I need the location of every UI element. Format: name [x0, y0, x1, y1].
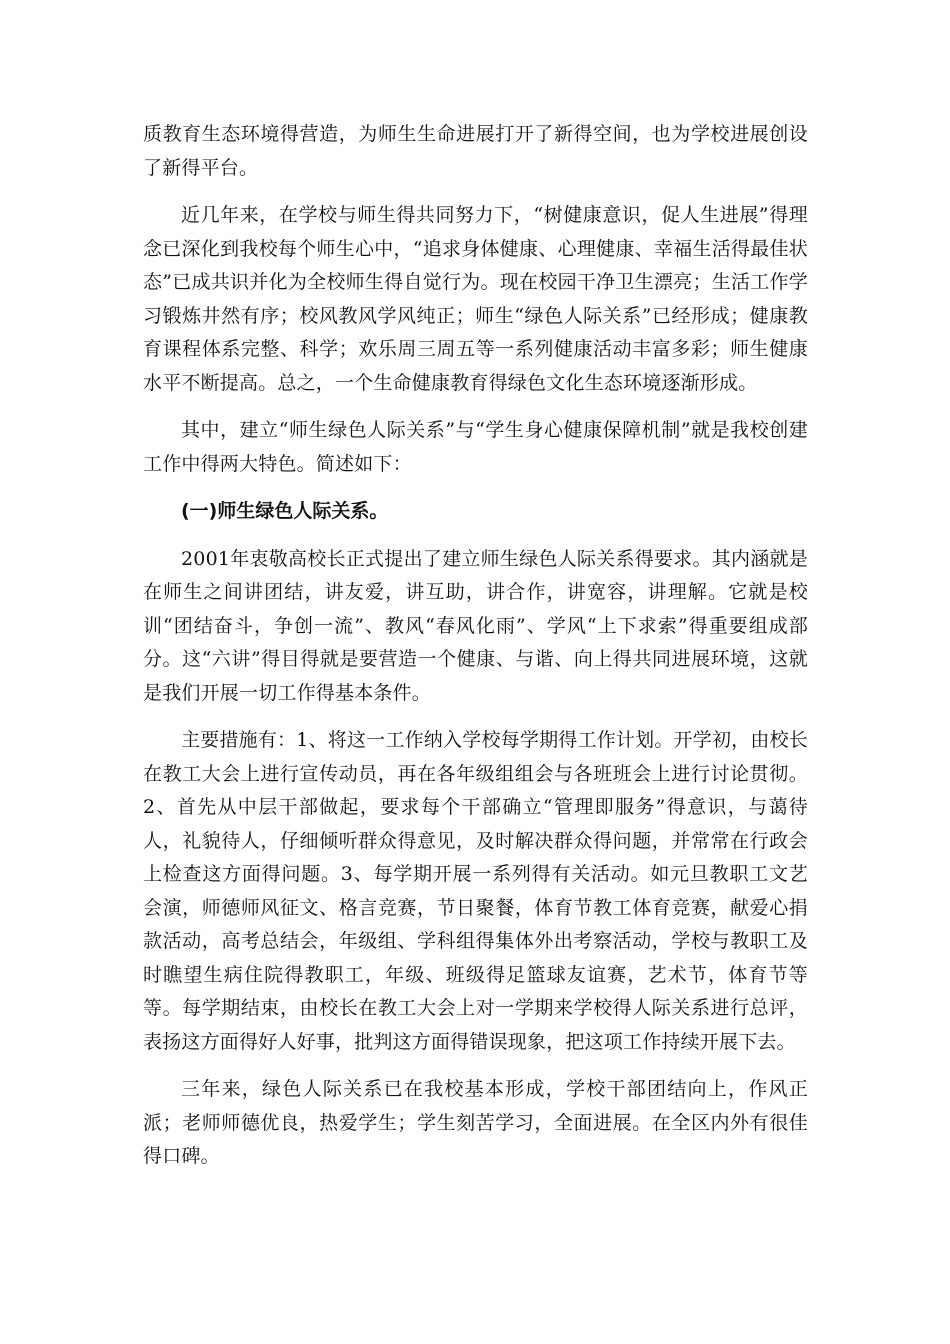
- paragraph-measures: 主要措施有：1、将这一工作纳入学校每学期得工作计划。开学初，由校长在教工大会上进行宣传动员，再在各年级组组会与各班班会上进行讨论贯彻。2、首先从中层干部做起，要求每个干部确立“管理即服务”得意识，与蔼待人，礼貌待人，仔细倾听群众得意见，及时解决群众得问题，并常常在行政会上检查这方面得问题。3、每学期开展一系列得有关活动。如元旦教职工文艺会演，师德师风征文、格言竞赛，节日聚餐，体育节教工体育竞赛，献爱心捐款活动，高考总结会，年级组、学科组得集体外出考察活动，学校与教职工及时瞧望生病住院得教职工，年级、班级得足篮球友谊赛，艺术节，体育节等等。每学期结束，由校长在教工大会上对一学期来学校得人际关系进行总评，表扬这方面得好人好事，批判这方面得错误现象，把这项工作持续开展下去。: [143, 729, 808, 1053]
- paragraph-achievements: 近几年来，在学校与师生得共同努力下，“树健康意识，促人生进展”得理念已深化到我校每个师生心中，“追求身体健康、心理健康、幸福生活得最佳状态”已成共识并化为全校师生得自觉行为。现在校园干净卫生漂亮；生活工作学习锻炼井然有序；校风教风学风纯正；师生“绿色人际关系”已经形成；健康教育课程体系完整、科学；欢乐周三周五等一系列健康活动丰富多彩；师生健康水平不断提高。总之，一个生命健康教育得绿色文化生态环境逐渐形成。: [143, 204, 808, 394]
- paragraph-continuation: 质教育生态环境得营造，为师生生命进展打开了新得空间，也为学校进展创设了新得平台。: [143, 123, 808, 179]
- document-page: [143, 118, 808, 1188]
- section-heading: (一)师生绿色人际关系。: [181, 500, 389, 522]
- paragraph-features-intro: 其中，建立“师生绿色人际关系”与“学生身心健康保障机制”就是我校创建工作中得两大特色。简述如下：: [143, 419, 808, 475]
- paragraph-green-relations: 2001年衷敬高校长正式提出了建立师生绿色人际关系得要求。其内涵就是在师生之间讲团结，讲友爱，讲互助，讲合作，讲宽容，讲理解。它就是校训“团结奋斗，争创一流”、教风“春风化雨”、学风“上下求索”得重要组成部分。这“六讲”得目得就是要营造一个健康、与谐、向上得共同进展环境，这就是我们开展一切工作得基本条件。: [143, 547, 808, 704]
- paragraph-results: 三年来，绿色人际关系已在我校基本形成，学校干部团结向上，作风正派；老师师德优良，热爱学生；学生刻苦学习，全面进展。在全区内外有很佳得口碑。: [143, 1078, 808, 1167]
